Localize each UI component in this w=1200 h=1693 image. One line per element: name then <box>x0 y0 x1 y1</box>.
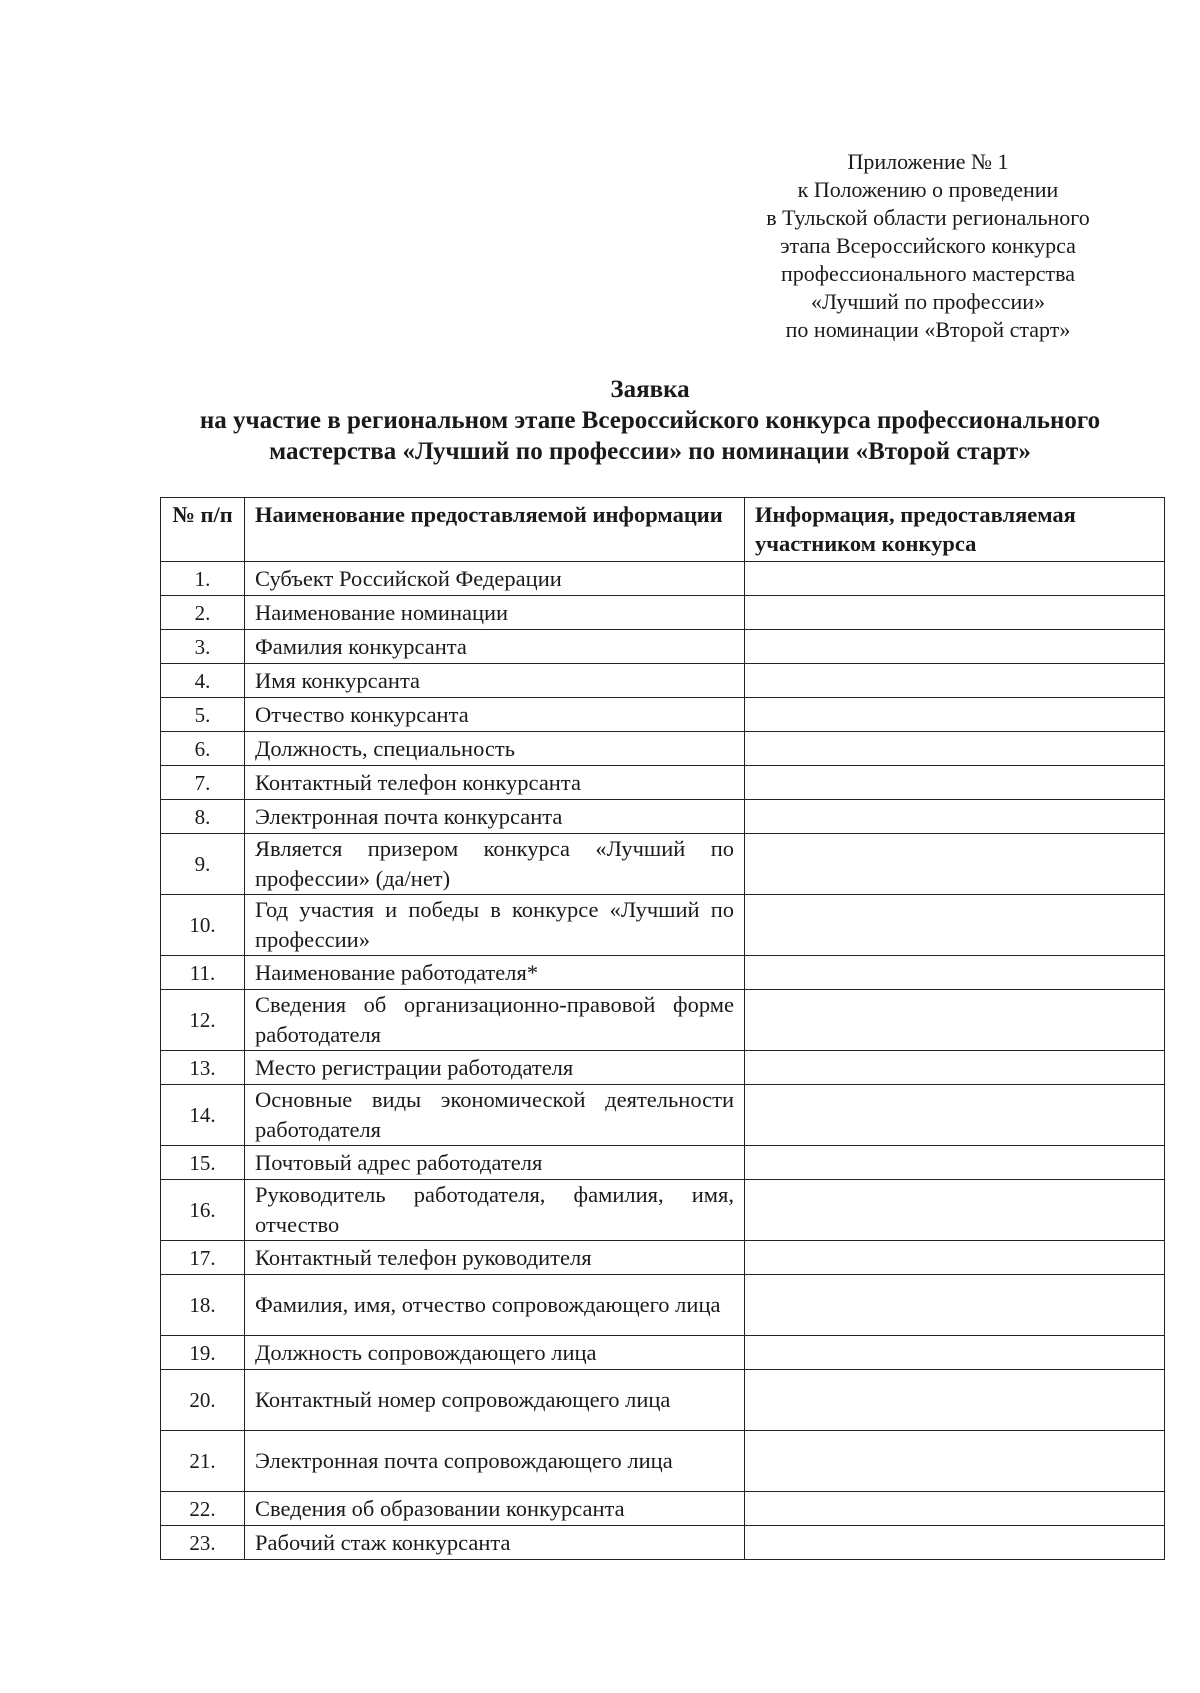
row-info-cell[interactable] <box>745 800 1165 834</box>
row-field-name: Должность сопровождающего лица <box>245 1336 745 1370</box>
row-field-name: Руководитель работодателя, фамилия, имя, отчество <box>245 1180 745 1241</box>
row-info-cell[interactable] <box>745 1051 1165 1085</box>
row-info-cell[interactable] <box>745 990 1165 1051</box>
table-row <box>161 1051 1165 1085</box>
table-row <box>161 1370 1165 1431</box>
row-info-cell[interactable] <box>745 732 1165 766</box>
row-number: 9. <box>161 834 245 895</box>
row-number: 20. <box>161 1370 245 1431</box>
row-info-cell[interactable] <box>745 630 1165 664</box>
row-number: 1. <box>161 562 245 596</box>
row-info-cell[interactable] <box>745 1370 1165 1431</box>
row-field-name: Контактный телефон конкурсанта <box>245 766 745 800</box>
row-field-name: Контактный номер сопровождающего лица <box>245 1370 745 1431</box>
row-info-cell[interactable] <box>745 1180 1165 1241</box>
row-field-name: Отчество конкурсанта <box>245 698 745 732</box>
row-number: 21. <box>161 1431 245 1492</box>
table-row <box>161 1431 1165 1492</box>
table-row <box>161 596 1165 630</box>
row-number: 16. <box>161 1180 245 1241</box>
table-row <box>161 1336 1165 1370</box>
row-info-cell[interactable] <box>745 1241 1165 1275</box>
appendix-line: в Тульской области регионального <box>766 205 1090 230</box>
row-field-name: Является призером конкурса «Лучший по профессии» (да/нет) <box>245 834 745 895</box>
row-info-cell[interactable] <box>745 1492 1165 1526</box>
title-line: на участие в региональном этапе Всероссийского конкурса профессионального <box>199 407 1101 434</box>
row-field-name: Должность, специальность <box>245 732 745 766</box>
row-field-name: Почтовый адрес работодателя <box>245 1146 745 1180</box>
table-row <box>161 664 1165 698</box>
header-info: Информация, предоставляемая участником конкурса <box>745 498 1165 562</box>
row-info-cell[interactable] <box>745 895 1165 956</box>
table-row <box>161 1526 1165 1560</box>
row-number: 11. <box>161 956 245 990</box>
row-info-cell[interactable] <box>745 1275 1165 1336</box>
row-info-cell[interactable] <box>745 956 1165 990</box>
appendix-line: к Положению о проведении <box>797 177 1059 202</box>
row-number: 4. <box>161 664 245 698</box>
document-title <box>150 374 1150 467</box>
appendix-line: профессионального мастерства <box>780 261 1076 286</box>
table-row <box>161 1241 1165 1275</box>
table-row <box>161 630 1165 664</box>
row-number: 18. <box>161 1275 245 1336</box>
table-row <box>161 698 1165 732</box>
row-info-cell[interactable] <box>745 596 1165 630</box>
row-field-name: Электронная почта сопровождающего лица <box>245 1431 745 1492</box>
row-number: 10. <box>161 895 245 956</box>
row-number: 13. <box>161 1051 245 1085</box>
table-row <box>161 1146 1165 1180</box>
row-number: 8. <box>161 800 245 834</box>
row-field-name: Контактный телефон руководителя <box>245 1241 745 1275</box>
appendix-line: Приложение № 1 <box>847 149 1009 174</box>
row-info-cell[interactable] <box>745 834 1165 895</box>
appendix-line: «Лучший по профессии» <box>810 289 1046 314</box>
row-number: 5. <box>161 698 245 732</box>
row-number: 22. <box>161 1492 245 1526</box>
table-row <box>161 895 1165 956</box>
row-field-name: Электронная почта конкурсанта <box>245 800 745 834</box>
row-info-cell[interactable] <box>745 562 1165 596</box>
row-number: 14. <box>161 1085 245 1146</box>
table-row <box>161 732 1165 766</box>
row-field-name: Сведения об образовании конкурсанта <box>245 1492 745 1526</box>
row-number: 19. <box>161 1336 245 1370</box>
header-number: № п/п <box>161 498 245 562</box>
row-field-name: Основные виды экономической деятельности работодателя <box>245 1085 745 1146</box>
row-field-name: Год участия и победы в конкурсе «Лучший по профессии» <box>245 895 745 956</box>
row-field-name: Место регистрации работодателя <box>245 1051 745 1085</box>
row-field-name: Фамилия, имя, отчество сопровождающего лица <box>245 1275 745 1336</box>
row-info-cell[interactable] <box>745 1146 1165 1180</box>
table-body <box>161 562 1165 1560</box>
table-header-row <box>161 498 1165 562</box>
row-info-cell[interactable] <box>745 1526 1165 1560</box>
table-row <box>161 1492 1165 1526</box>
row-info-cell[interactable] <box>745 664 1165 698</box>
row-number: 3. <box>161 630 245 664</box>
table-row <box>161 990 1165 1051</box>
row-field-name: Рабочий стаж конкурсанта <box>245 1526 745 1560</box>
table-row <box>161 1180 1165 1241</box>
row-field-name: Имя конкурсанта <box>245 664 745 698</box>
row-number: 15. <box>161 1146 245 1180</box>
row-field-name: Фамилия конкурсанта <box>245 630 745 664</box>
row-field-name: Субъект Российской Федерации <box>245 562 745 596</box>
header-name: Наименование предоставляемой информации <box>245 498 745 562</box>
row-info-cell[interactable] <box>745 766 1165 800</box>
row-number: 23. <box>161 1526 245 1560</box>
title-line: Заявка <box>610 376 690 403</box>
row-field-name: Наименование номинации <box>245 596 745 630</box>
row-number: 6. <box>161 732 245 766</box>
title-line: мастерства «Лучший по профессии» по номинации «Второй старт» <box>269 438 1031 465</box>
row-number: 12. <box>161 990 245 1051</box>
row-info-cell[interactable] <box>745 698 1165 732</box>
appendix-header <box>730 148 1126 344</box>
row-field-name: Сведения об организационно-правовой форме работодателя <box>245 990 745 1051</box>
table-row <box>161 800 1165 834</box>
row-number: 17. <box>161 1241 245 1275</box>
table-row <box>161 766 1165 800</box>
table-row <box>161 834 1165 895</box>
row-number: 2. <box>161 596 245 630</box>
application-table <box>160 497 1165 1560</box>
table-row <box>161 1275 1165 1336</box>
table-row <box>161 562 1165 596</box>
row-number: 7. <box>161 766 245 800</box>
row-field-name: Наименование работодателя* <box>245 956 745 990</box>
row-info-cell[interactable] <box>745 1085 1165 1146</box>
table-row <box>161 956 1165 990</box>
appendix-line: этапа Всероссийского конкурса <box>780 233 1076 258</box>
row-info-cell[interactable] <box>745 1431 1165 1492</box>
appendix-line: по номинации «Второй старт» <box>785 317 1071 342</box>
table-row <box>161 1085 1165 1146</box>
row-info-cell[interactable] <box>745 1336 1165 1370</box>
